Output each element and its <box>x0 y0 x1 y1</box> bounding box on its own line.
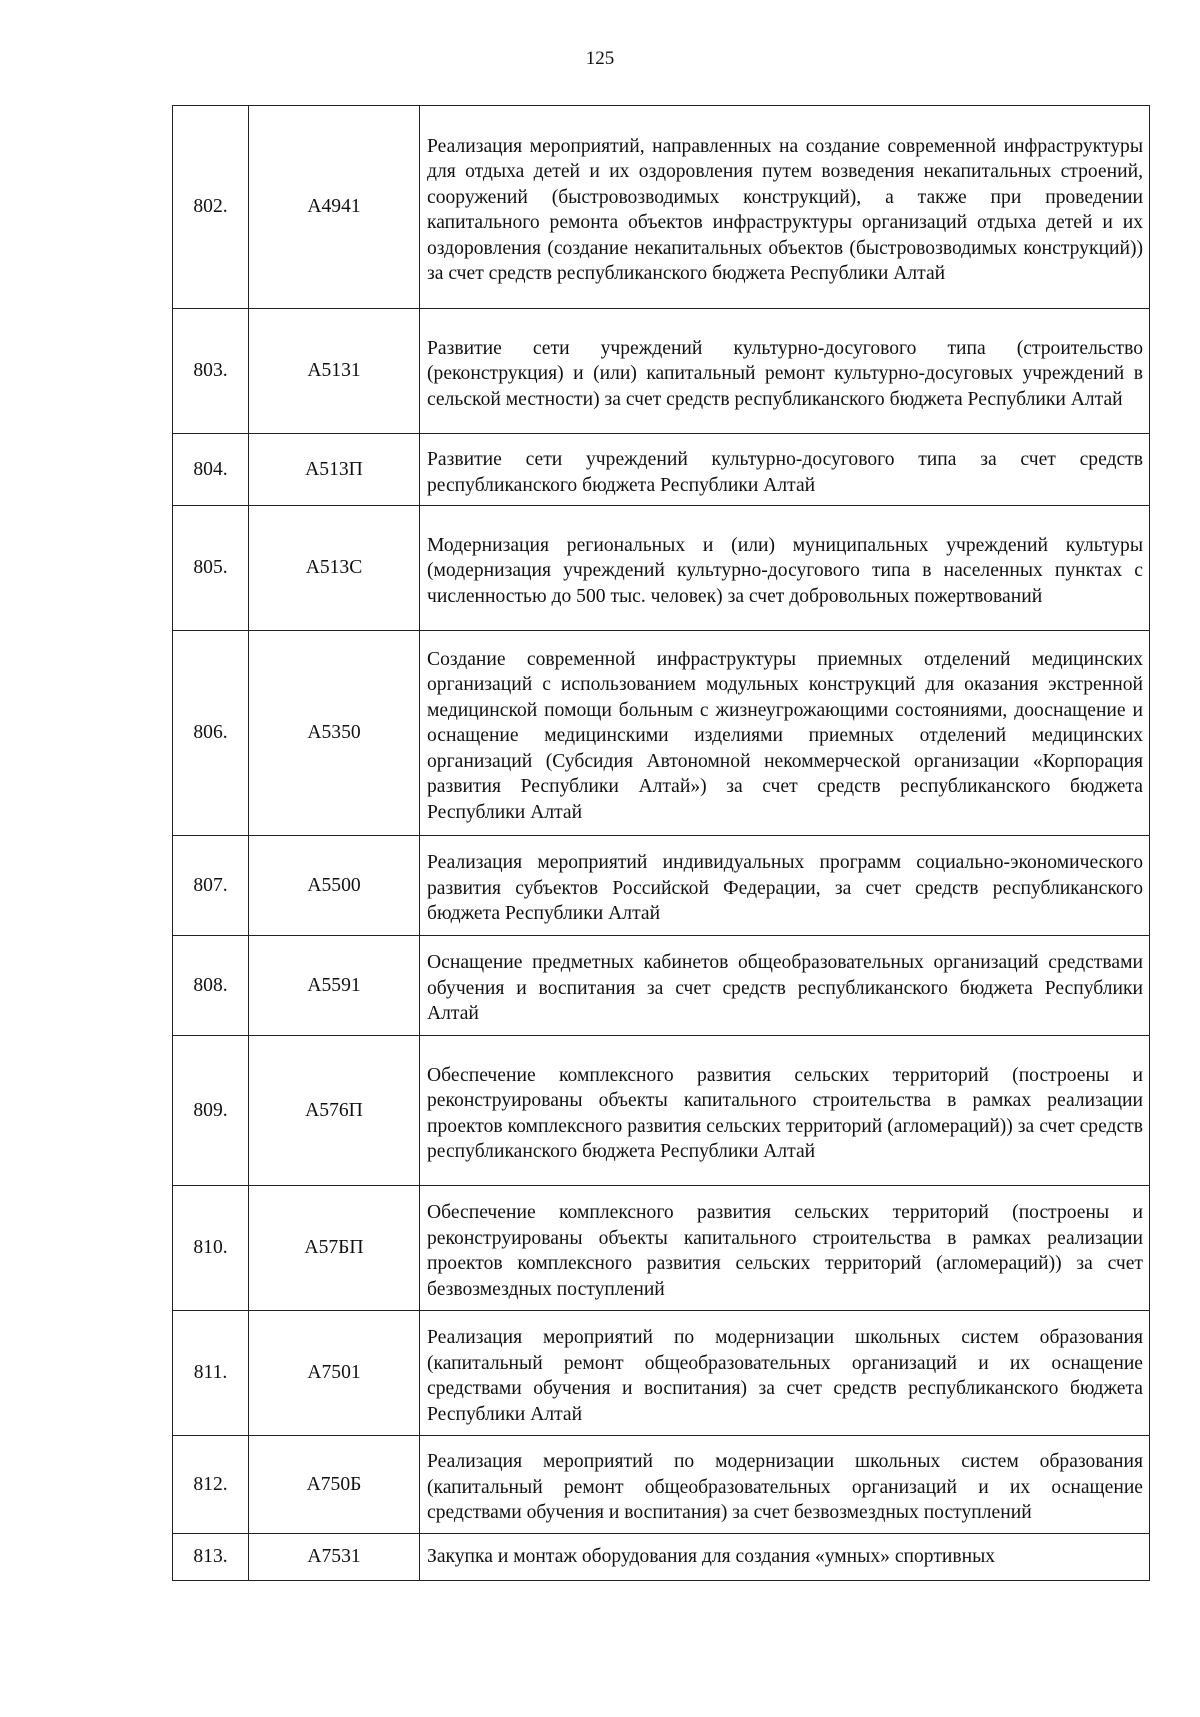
row-description: Реализация мероприятий индивидуальных программ социально-экономического развития субъектов Российской Федерации, за счет средств республиканского бюджета Республики Алтай <box>420 836 1150 936</box>
table-row <box>173 1436 1150 1534</box>
row-number: 811. <box>173 1311 249 1436</box>
row-description: Реализация мероприятий по модернизации школьных систем образования (капитальный ремонт общеобразовательных организаций и их оснащение средствами обучения и воспитания) за счет безвозмездных поступлений <box>420 1436 1150 1534</box>
row-code: A513П <box>249 434 420 506</box>
row-description: Реализация мероприятий, направленных на создание современной инфраструктуры для отдыха детей и их оздоровления путем возведения некапитальных строений, сооружений (быстровозводимых конструкций), а также при проведении капитального ремонта объектов инфраструктуры организаций отдыха детей и их оздоровления (создание некапитальных объектов (быстровозводимых конструкций)) за счет средств республиканского бюджета Республики Алтай <box>420 106 1150 309</box>
table-row <box>173 936 1150 1036</box>
table-row <box>173 309 1150 434</box>
row-number: 810. <box>173 1186 249 1311</box>
table-row <box>173 1311 1150 1436</box>
page-number: 125 <box>585 48 615 69</box>
row-number: 813. <box>173 1534 249 1581</box>
row-description: Закупка и монтаж оборудования для создания «умных» спортивных <box>420 1534 1150 1581</box>
row-code: A513C <box>249 506 420 631</box>
row-code: A576П <box>249 1036 420 1186</box>
row-number: 803. <box>173 309 249 434</box>
row-description: Создание современной инфраструктуры приемных отделений медицинских организаций с использованием модульных конструкций для оказания экстренной медицинской помощи больным с жизнеугрожающими состояниями, дооснащение и оснащение медицинскими изделиями приемных отделений медицинских организаций (Субсидия Автономной некоммерческой организации «Корпорация развития Республики Алтай») за счет средств республиканского бюджета Республики Алтай <box>420 631 1150 836</box>
row-code: A5131 <box>249 309 420 434</box>
row-number: 804. <box>173 434 249 506</box>
row-description: Развитие сети учреждений культурно-досугового типа (строительство (реконструкция) и (или) капитальный ремонт культурно-досуговых учреждений в сельской местности) за счет средств республиканского бюджета Республики Алтай <box>420 309 1150 434</box>
table-row <box>173 506 1150 631</box>
row-code: A57БП <box>249 1186 420 1311</box>
table-row <box>173 1036 1150 1186</box>
table-row <box>173 836 1150 936</box>
row-number: 807. <box>173 836 249 936</box>
table-row <box>173 1186 1150 1311</box>
row-code: A750Б <box>249 1436 420 1534</box>
row-description: Обеспечение комплексного развития сельских территорий (построены и реконструированы объекты капитального строительства в рамках реализации проектов комплексного развития сельских территорий (агломераций)) за счет средств республиканского бюджета Республики Алтай <box>420 1036 1150 1186</box>
table-row <box>173 1534 1150 1581</box>
row-code: A7531 <box>249 1534 420 1581</box>
row-description: Реализация мероприятий по модернизации школьных систем образования (капитальный ремонт общеобразовательных организаций и их оснащение средствами обучения и воспитания) за счет средств республиканского бюджета Республики Алтай <box>420 1311 1150 1436</box>
row-description: Развитие сети учреждений культурно-досугового типа за счет средств республиканского бюджета Республики Алтай <box>420 434 1150 506</box>
row-number: 812. <box>173 1436 249 1534</box>
table-row <box>173 631 1150 836</box>
row-number: 802. <box>173 106 249 309</box>
row-number: 806. <box>173 631 249 836</box>
row-number: 808. <box>173 936 249 1036</box>
table-row <box>173 106 1150 309</box>
row-code: A7501 <box>249 1311 420 1436</box>
row-description: Модернизация региональных и (или) муниципальных учреждений культуры (модернизация учреждений культурно-досугового типа в населенных пунктах с численностью до 500 тыс. человек) за счет добровольных пожертвований <box>420 506 1150 631</box>
row-code: A4941 <box>249 106 420 309</box>
row-code: A5350 <box>249 631 420 836</box>
row-description: Обеспечение комплексного развития сельских территорий (построены и реконструированы объекты капитального строительства в рамках реализации проектов комплексного развития сельских территорий (агломераций)) за счет безвозмездных поступлений <box>420 1186 1150 1311</box>
row-number: 805. <box>173 506 249 631</box>
row-code: A5500 <box>249 836 420 936</box>
row-description: Оснащение предметных кабинетов общеобразовательных организаций средствами обучения и воспитания за счет средств республиканского бюджета Республики Алтай <box>420 936 1150 1036</box>
row-code: A5591 <box>249 936 420 1036</box>
table-row <box>173 434 1150 506</box>
row-number: 809. <box>173 1036 249 1186</box>
budget-codes-table <box>172 105 1150 1581</box>
